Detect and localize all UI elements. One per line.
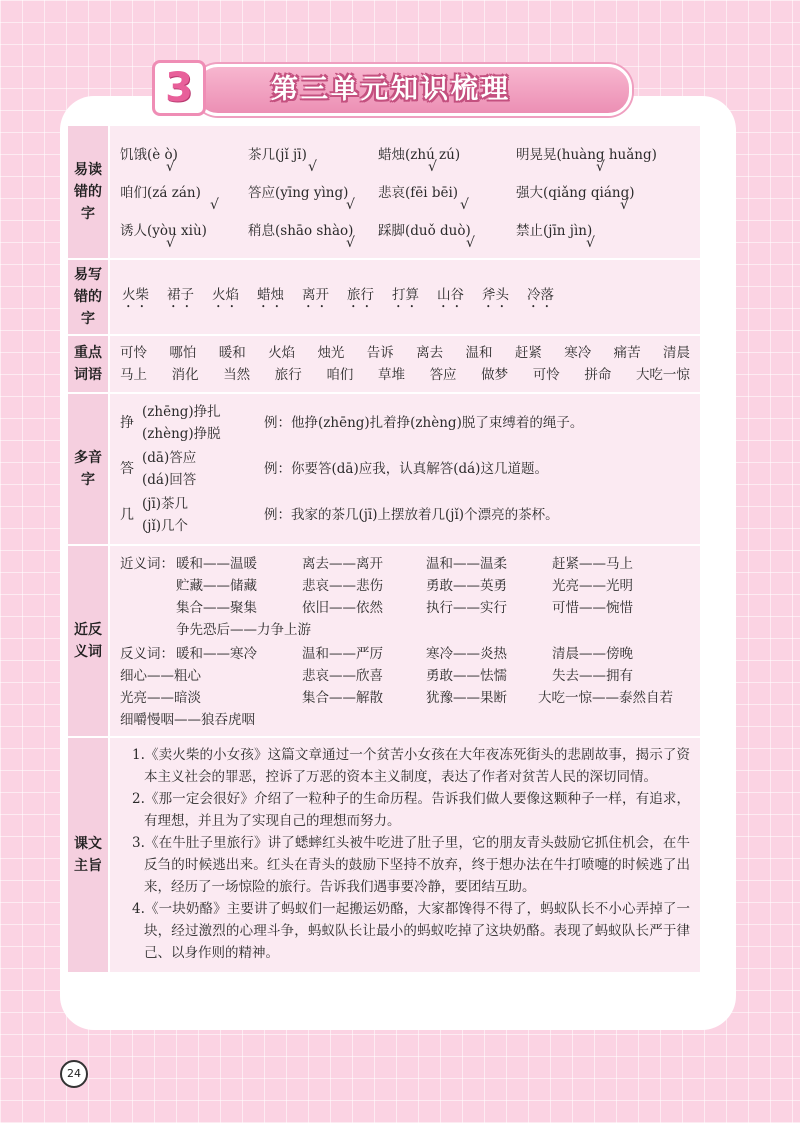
word: 可怜 [120, 345, 147, 361]
word: 马上 [120, 367, 147, 383]
word-pair: 暖和——寒冷 [176, 646, 257, 662]
check-mark-icon: √ [346, 197, 355, 213]
section-label: 近反 义词 [67, 545, 109, 737]
word: 旅行 [274, 367, 302, 383]
read-item: 禁止(jīn jìn) [516, 223, 593, 239]
read-row [120, 211, 690, 249]
word-pair: 清晨——傍晚 [552, 646, 633, 662]
poly-example: 例：他挣(zhēng)扎着挣(zhèng)脱了束缚着的绳子。 [264, 415, 584, 431]
word: 痛苦 [613, 345, 641, 361]
word: 火焰 [212, 287, 239, 303]
check-mark-icon: √ [210, 197, 219, 213]
word-pair: 赶紧——马上 [552, 556, 633, 572]
word: 做梦 [481, 367, 509, 383]
word: 答应 [429, 367, 457, 383]
word-pair: 温和——温柔 [426, 556, 507, 572]
poly-reading: (jī)茶几 [142, 496, 189, 512]
check-mark-icon: √ [460, 197, 469, 213]
word: 火焰 [268, 345, 296, 361]
word: 冷落 [527, 287, 554, 303]
read-item: 踩脚(duǒ duò) [378, 223, 471, 239]
word-pair: 勇敢——怯懦 [426, 668, 507, 684]
gist-item: 2.《那一定会很好》介绍了一粒种子的生命历程。告诉我们做人要像这颗种子一样，有追求，有理想，并且为了实现自己的理想而努力。 [132, 791, 690, 829]
word: 赶紧 [514, 345, 542, 361]
synonym-label: 近义词： [120, 556, 174, 572]
check-mark-icon: √ [308, 159, 317, 175]
word-pair: 集合——聚集 [176, 600, 257, 616]
word-pair: 可惜——惋惜 [552, 600, 633, 616]
check-mark-icon: √ [166, 235, 175, 251]
poly-example: 例：我家的茶几(jī)上摆放着几(jǐ)个漂亮的茶杯。 [264, 507, 559, 523]
word: 温和 [465, 345, 493, 361]
word-pair: 细嚼慢咽——狼吞虎咽 [120, 712, 255, 728]
section-label: 易写 错的 字 [67, 259, 109, 335]
word: 旅行 [347, 287, 374, 303]
page-title: 第三单元知识梳理 [271, 74, 511, 105]
knowledge-table [66, 124, 702, 974]
word-pair: 犹豫——果断 [426, 690, 507, 706]
word-pair: 细心——粗心 [120, 668, 201, 684]
word-pair: 依旧——依然 [302, 600, 383, 616]
check-mark-icon: √ [596, 159, 605, 175]
read-item: 咱们(zá zán) [120, 185, 201, 201]
key-words-row [120, 342, 690, 364]
antonym-label: 反义词： [120, 646, 174, 662]
check-mark-icon: √ [428, 159, 437, 175]
word-pair: 争先恐后——力争上游 [176, 622, 311, 638]
poly-char: 答 [120, 461, 134, 477]
check-mark-icon: √ [620, 197, 629, 213]
word-pair: 大吃一惊——泰然自若 [538, 690, 673, 706]
unit-number-badge: 3 [152, 60, 206, 116]
word: 消化 [171, 367, 199, 383]
synonyms-antonyms-list [120, 552, 690, 730]
read-item: 明晃晃(huàng huǎng) [516, 147, 657, 163]
poly-reading: (zhēng)挣扎 [142, 404, 221, 420]
word-pair: 勇敢——英勇 [426, 578, 507, 594]
word-pair: 寒冷——炎热 [426, 646, 507, 662]
poly-char: 几 [120, 507, 134, 523]
poly-reading: (zhèng)挣脱 [142, 426, 221, 442]
word-pair: 温和——严厉 [302, 646, 383, 662]
easy-write-words [120, 283, 690, 311]
easy-read-section [67, 125, 701, 259]
word: 草堆 [377, 367, 405, 383]
text-gist-section [67, 737, 701, 973]
poly-example: 例：你要答(dā)应我，认真解答(dá)这几道题。 [264, 461, 548, 477]
easy-write-section [67, 259, 701, 335]
key-words-row [120, 364, 690, 386]
key-words-section [67, 335, 701, 393]
check-mark-icon: √ [166, 159, 175, 175]
read-item: 茶几(jǐ jī) [248, 147, 307, 163]
word: 咱们 [326, 367, 354, 383]
word-pair: 集合——解散 [302, 690, 383, 706]
read-row [120, 173, 690, 211]
word-pair: 执行——实行 [426, 600, 507, 616]
read-item: 诱人(yòu xiù) [120, 223, 207, 239]
word-pair: 暖和——温暖 [176, 556, 257, 572]
poly-reading: (dá)回答 [142, 472, 197, 488]
word: 告诉 [366, 345, 394, 361]
word: 裙子 [167, 287, 194, 303]
word: 离去 [416, 345, 444, 361]
word-pair: 离去——离开 [302, 556, 383, 572]
check-mark-icon: √ [346, 235, 355, 251]
read-item: 蜡烛(zhú zú) [378, 147, 461, 163]
check-mark-icon: √ [586, 235, 595, 251]
gist-item: 3.《在牛肚子里旅行》讲了蟋蟀红头被牛吃进了肚子里，它的朋友青头鼓励它抓住机会，在牛反刍的时候逃出来。红头在青头的鼓励下坚持不放弃，终于想办法在牛打喷嚏的时候逃了出来，经历了一场惊险的旅行。告诉我们遇事要冷静，要团结互助。 [132, 835, 690, 895]
word: 火柴 [122, 287, 149, 303]
word-pair: 光亮——暗淡 [120, 690, 201, 706]
section-label: 重点 词语 [67, 335, 109, 393]
word: 拼命 [584, 367, 612, 383]
page-number: 24 [60, 1060, 88, 1088]
poly-char: 挣 [120, 415, 134, 431]
word: 烛光 [317, 345, 345, 361]
word: 清晨 [662, 345, 690, 361]
word: 斧头 [482, 287, 509, 303]
read-item: 饥饿(è ò) [120, 147, 178, 163]
word: 蜡烛 [257, 287, 284, 303]
word: 寒冷 [564, 345, 592, 361]
poly-reading: (dā)答应 [142, 450, 197, 466]
section-label: 易读 错的 字 [67, 125, 109, 259]
word-pair: 悲哀——欣喜 [302, 668, 383, 684]
word: 哪怕 [169, 345, 197, 361]
word: 打算 [392, 287, 419, 303]
word-pair: 光亮——光明 [552, 578, 633, 594]
gist-item: 4.《一块奶酪》主要讲了蚂蚁们一起搬运奶酪，大家都馋得不得了，蚂蚁队长不小心弄掉了一块，经过激烈的心理斗争，蚂蚁队长让最小的蚂蚁吃掉了这块奶酪。表现了蚂蚁队长严于律己、以身作则的精神。 [132, 901, 690, 961]
word: 山谷 [437, 287, 464, 303]
poly-reading: (jǐ)几个 [142, 518, 189, 534]
word: 可怜 [532, 367, 560, 383]
read-item: 强大(qiǎng qiáng) [516, 185, 635, 201]
check-mark-icon: √ [466, 235, 475, 251]
word: 大吃一惊 [635, 367, 690, 383]
unit-banner [150, 60, 632, 116]
read-item: 答应(yīng yìng) [248, 185, 349, 201]
word: 当然 [223, 367, 251, 383]
section-label: 多音 字 [67, 393, 109, 545]
synonyms-antonyms-section [67, 545, 701, 737]
gist-item: 1.《卖火柴的小女孩》这篇文章通过一个贫苦小女孩在大年夜冻死街头的悲剧故事，揭示了资本主义社会的罪恶，控诉了万恶的资本主义制度，表达了作者对贫苦人民的深切同情。 [132, 747, 690, 785]
read-item: 稍息(shāo shào) [248, 223, 354, 239]
word-pair: 贮藏——储藏 [176, 578, 257, 594]
word-pair: 失去——拥有 [552, 668, 633, 684]
read-item: 悲哀(fēi bēi) [378, 185, 459, 201]
section-label: 课文 主旨 [67, 737, 109, 973]
word: 离开 [302, 287, 329, 303]
read-row [120, 135, 690, 173]
word: 暖和 [218, 345, 246, 361]
polyphonic-section [67, 393, 701, 545]
word-pair: 悲哀——悲伤 [302, 578, 383, 594]
polyphonic-list [120, 400, 690, 538]
